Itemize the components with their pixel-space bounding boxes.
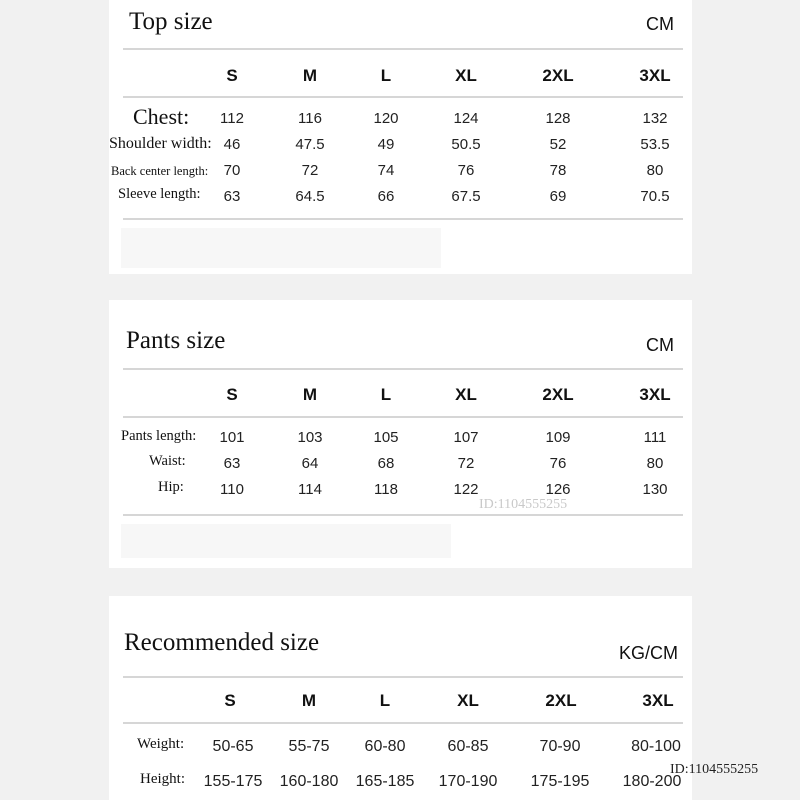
pants-size-cell: 111 [643,429,667,446]
top-size-label-back-center-length: Back center length: [111,164,209,178]
pants-size-divider-bottom [123,514,683,516]
pants-size-title: Pants size [126,327,226,354]
faint-background-block [121,228,441,268]
pants-size-card [109,300,692,568]
top-size-header-s: S [226,66,238,85]
pants-size-label-waist: Waist: [149,453,186,469]
top-size-cell: 70.5 [640,188,670,205]
top-size-header-xl: XL [455,66,477,85]
pants-size-cell: 130 [642,481,668,498]
recommended-size-divider-header [123,722,683,724]
pants-size-unit: CM [646,335,674,355]
pants-size-cell: 103 [297,429,323,446]
top-size-cell: 128 [545,110,571,127]
top-size-cell: 120 [373,110,399,127]
top-size-divider-top [123,48,683,50]
pants-size-cell: 110 [220,481,244,498]
top-size-cell: 46 [223,136,241,153]
pants-size-cell: 76 [549,455,567,472]
recommended-size-cell: 160-180 [279,773,339,790]
top-size-cell: 78 [549,162,567,179]
recommended-size-cell: 170-190 [438,773,498,790]
recommended-size-label-weight: Weight: [137,736,185,752]
top-size-cell: 72 [301,162,319,179]
recommended-size-card [109,596,692,800]
pants-size-header-l: L [380,385,392,404]
recommended-size-header-2xl: 2XL [545,691,577,710]
pants-size-divider-top [123,368,683,370]
recommended-size-header-xl: XL [457,691,479,710]
pants-size-header-xl: XL [455,385,477,404]
pants-watermark: ID:1104555255 [479,497,568,512]
pants-size-header-m: M [302,385,318,404]
pants-size-header-3xl: 3XL [639,385,671,404]
top-size-cell: 52 [549,136,567,153]
pants-size-cell: 68 [377,455,395,472]
pants-size-cell: 80 [646,455,664,472]
top-size-title: Top size [129,8,213,35]
top-size-cell: 66 [377,188,395,205]
top-size-header-m: M [302,66,318,85]
pants-size-cell: 107 [453,429,479,446]
top-size-label-chest: Chest: [133,104,190,129]
recommended-size-cell: 55-75 [288,738,330,755]
top-size-cell: 124 [453,110,479,127]
pants-size-divider-header [123,416,683,418]
top-size-cell: 132 [642,110,668,127]
recommended-size-title: Recommended size [124,629,320,656]
top-size-cell: 69 [549,188,567,205]
recommended-size-cell: 180-200 [622,773,682,790]
top-size-unit: CM [646,14,674,34]
top-size-cell: 64.5 [295,188,325,205]
recommended-size-unit: KG/CM [618,643,678,663]
pants-size-cell: 126 [545,481,571,498]
top-size-divider-header [123,96,683,98]
top-size-cell: 112 [220,110,244,127]
top-size-cell: 53.5 [640,136,670,153]
top-size-header-l: L [380,66,392,85]
pants-size-header-s: S [226,385,238,404]
recommended-size-divider-top [123,676,683,678]
corner-watermark: ID:1104555255 [670,762,759,777]
pants-size-cell: 114 [298,481,322,498]
recommended-size-cell: 155-175 [203,773,263,790]
top-size-cell: 67.5 [451,188,481,205]
top-size-cell: 74 [377,162,395,179]
top-size-cell: 76 [457,162,475,179]
top-size-cell: 70 [223,162,241,179]
recommended-size-header-l: L [379,691,391,710]
recommended-size-cell: 60-80 [364,738,406,755]
pants-size-cell: 101 [219,429,245,446]
pants-size-label-pants-length: Pants length: [121,428,197,444]
pants-size-cell: 109 [545,429,571,446]
top-size-header-3xl: 3XL [639,66,671,85]
recommended-size-cell: 70-90 [539,738,581,755]
recommended-size-header-3xl: 3XL [642,691,674,710]
pants-size-cell: 72 [457,455,475,472]
recommended-size-label-height: Height: [140,771,185,787]
top-size-header-2xl: 2XL [542,66,574,85]
recommended-size-header-s: S [224,691,236,710]
recommended-size-cell: 50-65 [212,738,254,755]
recommended-size-cell: 175-195 [530,773,590,790]
recommended-size-cell: 60-85 [447,738,489,755]
top-size-label-sleeve-length: Sleeve length: [118,186,201,202]
top-size-cell: 49 [377,136,395,153]
faint-background-block [121,524,451,558]
top-size-cell: 50.5 [451,136,481,153]
pants-size-label-hip: Hip: [158,479,184,495]
top-size-divider-bottom [123,218,683,220]
pants-size-cell: 63 [223,455,241,472]
top-size-card [109,0,692,274]
top-size-cell: 116 [298,110,322,127]
pants-size-cell: 122 [453,481,479,498]
top-size-label-shoulder-width: Shoulder width: [109,135,212,152]
pants-size-cell: 118 [374,481,398,498]
recommended-size-cell: 165-185 [355,773,415,790]
pants-size-cell: 64 [301,455,319,472]
top-size-cell: 80 [646,162,664,179]
top-size-cell: 47.5 [295,136,325,153]
pants-size-cell: 105 [373,429,399,446]
recommended-size-header-m: M [301,691,317,710]
pants-size-header-2xl: 2XL [542,385,574,404]
top-size-cell: 63 [223,188,241,205]
recommended-size-cell: 80-100 [631,738,681,755]
